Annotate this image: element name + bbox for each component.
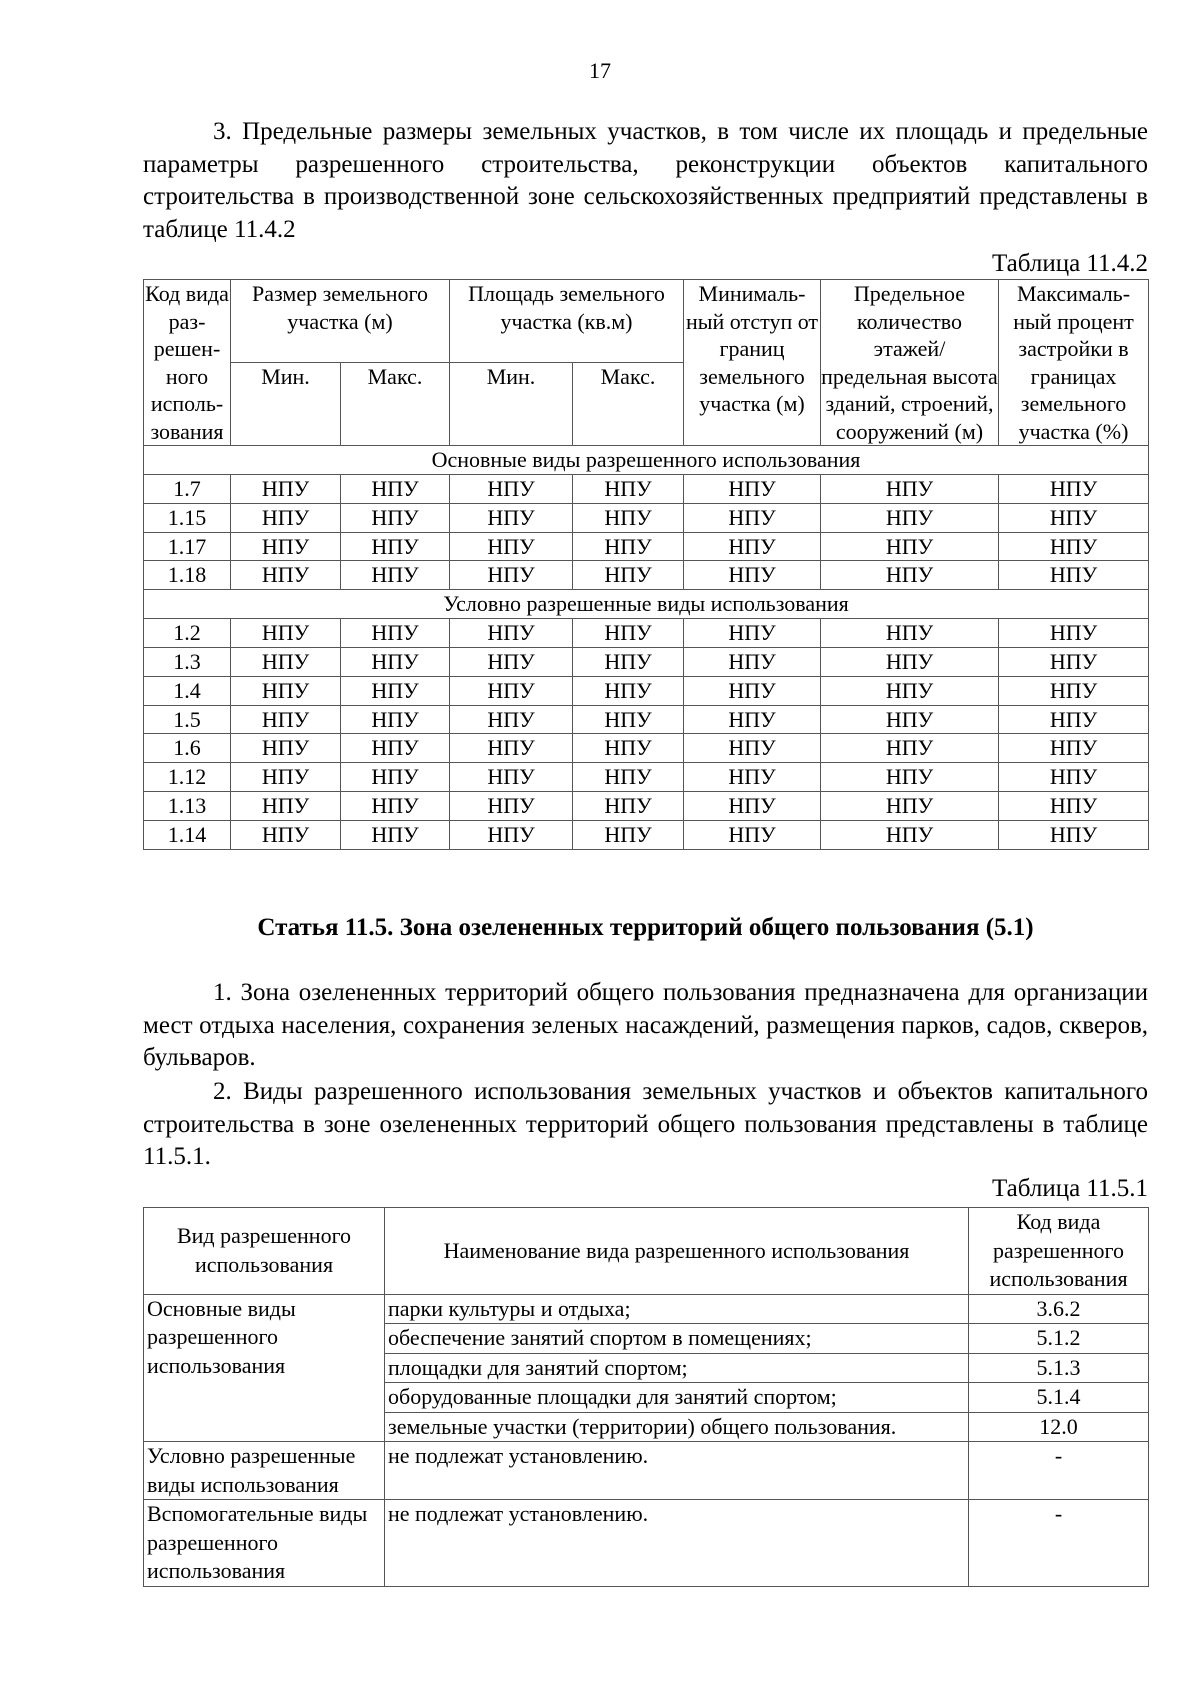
cell-area-min: НПУ xyxy=(450,647,573,676)
cell-area-min: НПУ xyxy=(450,619,573,648)
cell-size-min: НПУ xyxy=(231,475,341,504)
cell-floors: НПУ xyxy=(821,734,999,763)
cell-floors: НПУ xyxy=(821,791,999,820)
cell-percent: НПУ xyxy=(999,561,1149,590)
item-name: площадки для занятий спортом; xyxy=(385,1353,969,1383)
table-row xyxy=(144,676,1149,705)
row-code: 1.15 xyxy=(144,503,231,532)
cell-setback: НПУ xyxy=(684,647,821,676)
cell-area-max: НПУ xyxy=(573,647,684,676)
cell-area-max: НПУ xyxy=(573,475,684,504)
cell-floors: НПУ xyxy=(821,619,999,648)
header-size-max: Макс. xyxy=(341,363,450,446)
cell-area-max: НПУ xyxy=(573,561,684,590)
table-row xyxy=(144,647,1149,676)
header-setback: Минималь- ный отступ от границ земельного участка (м) xyxy=(684,280,821,446)
cell-size-min: НПУ xyxy=(231,705,341,734)
item-name: оборудованные площадки для занятий спортом; xyxy=(385,1383,969,1413)
cell-area-min: НПУ xyxy=(450,791,573,820)
cell-size-max: НПУ xyxy=(341,820,450,849)
cell-size-max: НПУ xyxy=(341,705,450,734)
table-row xyxy=(144,1294,1149,1324)
cell-percent: НПУ xyxy=(999,503,1149,532)
auxiliary-name: не подлежат установлению. xyxy=(385,1500,969,1587)
conditional-type-label: Условно разрешенные виды использования xyxy=(144,1442,385,1500)
cell-area-min: НПУ xyxy=(450,561,573,590)
table-row xyxy=(144,503,1149,532)
cell-floors: НПУ xyxy=(821,503,999,532)
cell-area-min: НПУ xyxy=(450,763,573,792)
cell-setback: НПУ xyxy=(684,532,821,561)
auxiliary-type-label: Вспомогательные виды разрешенного использования xyxy=(144,1500,385,1587)
cell-size-min: НПУ xyxy=(231,820,341,849)
table-11-4-2 xyxy=(143,279,1149,850)
header-area-min: Мин. xyxy=(450,363,573,446)
table-row xyxy=(144,820,1149,849)
cell-setback: НПУ xyxy=(684,820,821,849)
row-code: 1.13 xyxy=(144,791,231,820)
table-11-5-1-body xyxy=(144,1294,1149,1586)
item-name: земельные участки (территории) общего пользования. xyxy=(385,1412,969,1442)
cell-area-max: НПУ xyxy=(573,763,684,792)
cell-percent: НПУ xyxy=(999,734,1149,763)
cell-size-max: НПУ xyxy=(341,676,450,705)
cell-floors: НПУ xyxy=(821,705,999,734)
cell-percent: НПУ xyxy=(999,763,1149,792)
cell-setback: НПУ xyxy=(684,619,821,648)
table-11-5-1 xyxy=(143,1207,1149,1587)
cell-size-min: НПУ xyxy=(231,503,341,532)
conditional-code: - xyxy=(969,1442,1149,1500)
cell-percent: НПУ xyxy=(999,647,1149,676)
cell-area-min: НПУ xyxy=(450,734,573,763)
cell-area-min: НПУ xyxy=(450,503,573,532)
cell-area-max: НПУ xyxy=(573,734,684,763)
item-name: обеспечение занятий спортом в помещениях; xyxy=(385,1324,969,1354)
row-code: 1.18 xyxy=(144,561,231,590)
cell-size-min: НПУ xyxy=(231,791,341,820)
header-area: Площадь земельного участка (кв.м) xyxy=(450,280,684,363)
row-code: 1.4 xyxy=(144,676,231,705)
cell-setback: НПУ xyxy=(684,763,821,792)
cell-percent: НПУ xyxy=(999,619,1149,648)
cell-floors: НПУ xyxy=(821,532,999,561)
cell-area-min: НПУ xyxy=(450,705,573,734)
cell-area-max: НПУ xyxy=(573,820,684,849)
paragraph-2: 2. Виды разрешенного использования земельных участков и объектов капитального строительства в зоне озелененных территорий общего пользования представлены в таблице 11.5.1. xyxy=(143,1078,1148,1170)
table-row xyxy=(144,763,1149,792)
cell-size-min: НПУ xyxy=(231,532,341,561)
cell-size-min: НПУ xyxy=(231,763,341,792)
section-conditional-label: Условно разрешенные виды использования xyxy=(144,590,1149,619)
row-code: 1.7 xyxy=(144,475,231,504)
header-percent: Максималь- ный процент застройки в границах земельного участка (%) xyxy=(999,280,1149,446)
paragraph-3: 3. Предельные размеры земельных участков, в том числе их площадь и предельные параметры разрешенного строительства, реконструкции объектов капитального строительства в производственной зоне сельскохозяйственных предприятий представлены в таблице 11.4.2 xyxy=(143,118,1148,243)
cell-size-max: НПУ xyxy=(341,647,450,676)
row-code: 1.17 xyxy=(144,532,231,561)
cell-size-min: НПУ xyxy=(231,561,341,590)
cell-size-min: НПУ xyxy=(231,676,341,705)
conditional-name: не подлежат установлению. xyxy=(385,1442,969,1500)
item-code: 5.1.4 xyxy=(969,1383,1149,1413)
cell-area-max: НПУ xyxy=(573,705,684,734)
table-row xyxy=(144,532,1149,561)
item-code: 5.1.2 xyxy=(969,1324,1149,1354)
cell-size-max: НПУ xyxy=(341,503,450,532)
cell-floors: НПУ xyxy=(821,561,999,590)
row-code: 1.12 xyxy=(144,763,231,792)
cell-area-min: НПУ xyxy=(450,475,573,504)
cell-floors: НПУ xyxy=(821,647,999,676)
cell-size-max: НПУ xyxy=(341,619,450,648)
cell-size-max: НПУ xyxy=(341,561,450,590)
cell-area-max: НПУ xyxy=(573,791,684,820)
main-type-label: Основные виды разрешенного использования xyxy=(144,1294,385,1442)
cell-setback: НПУ xyxy=(684,503,821,532)
row-code: 1.5 xyxy=(144,705,231,734)
cell-floors: НПУ xyxy=(821,475,999,504)
cell-percent: НПУ xyxy=(999,820,1149,849)
table-row xyxy=(144,791,1149,820)
table-11-4-2-body xyxy=(144,446,1149,850)
header-code: Код вида раз- решен- ного исполь- зования xyxy=(145,281,229,444)
item-code: 12.0 xyxy=(969,1412,1149,1442)
cell-percent: НПУ xyxy=(999,791,1149,820)
table-row xyxy=(144,1500,1149,1587)
cell-floors: НПУ xyxy=(821,820,999,849)
cell-area-max: НПУ xyxy=(573,532,684,561)
header-name: Наименование вида разрешенного использования xyxy=(385,1208,969,1295)
cell-area-max: НПУ xyxy=(573,503,684,532)
cell-size-min: НПУ xyxy=(231,619,341,648)
row-code: 1.2 xyxy=(144,619,231,648)
cell-setback: НПУ xyxy=(684,475,821,504)
cell-setback: НПУ xyxy=(684,561,821,590)
cell-size-max: НПУ xyxy=(341,532,450,561)
header-size-min: Мин. xyxy=(231,363,341,446)
cell-size-min: НПУ xyxy=(231,647,341,676)
cell-area-min: НПУ xyxy=(450,532,573,561)
cell-setback: НПУ xyxy=(684,676,821,705)
cell-percent: НПУ xyxy=(999,532,1149,561)
row-code: 1.3 xyxy=(144,647,231,676)
section-row-main xyxy=(144,446,1149,475)
table-row xyxy=(144,475,1149,504)
auxiliary-code: - xyxy=(969,1500,1149,1587)
cell-area-max: НПУ xyxy=(573,676,684,705)
item-code: 5.1.3 xyxy=(969,1353,1149,1383)
cell-floors: НПУ xyxy=(821,763,999,792)
header-size: Размер земельного участка (м) xyxy=(231,280,450,363)
cell-size-max: НПУ xyxy=(341,734,450,763)
section-row-conditional xyxy=(144,590,1149,619)
cell-setback: НПУ xyxy=(684,791,821,820)
row-code: 1.6 xyxy=(144,734,231,763)
cell-area-max: НПУ xyxy=(573,619,684,648)
table-row xyxy=(144,619,1149,648)
cell-setback: НПУ xyxy=(684,705,821,734)
table-row xyxy=(144,1442,1149,1500)
cell-size-max: НПУ xyxy=(341,763,450,792)
header-code: Код вида разрешенного использования xyxy=(969,1208,1149,1295)
item-name: парки культуры и отдыха; xyxy=(385,1294,969,1324)
header-area-max: Макс. xyxy=(573,363,684,446)
page-number: 17 xyxy=(589,58,611,83)
cell-area-min: НПУ xyxy=(450,676,573,705)
cell-floors: НПУ xyxy=(821,676,999,705)
cell-size-min: НПУ xyxy=(231,734,341,763)
header-type: Вид разрешенного использования xyxy=(144,1208,385,1295)
cell-size-max: НПУ xyxy=(341,791,450,820)
table-11-4-2-caption: Таблица 11.4.2 xyxy=(992,250,1148,277)
cell-setback: НПУ xyxy=(684,734,821,763)
cell-percent: НПУ xyxy=(999,676,1149,705)
table-11-5-1-caption: Таблица 11.5.1 xyxy=(992,1175,1148,1202)
item-code: 3.6.2 xyxy=(969,1294,1149,1324)
table-row xyxy=(144,734,1149,763)
cell-percent: НПУ xyxy=(999,475,1149,504)
cell-percent: НПУ xyxy=(999,705,1149,734)
article-heading: Статья 11.5. Зона озелененных территорий общего пользования (5.1) xyxy=(257,914,1034,941)
cell-area-min: НПУ xyxy=(450,820,573,849)
cell-size-max: НПУ xyxy=(341,475,450,504)
table-row xyxy=(144,561,1149,590)
section-main-label: Основные виды разрешенного использования xyxy=(144,446,1149,475)
table-row xyxy=(144,705,1149,734)
row-code: 1.14 xyxy=(144,820,231,849)
paragraph-1: 1. Зона озелененных территорий общего пользования предназначена для организации мест отдыха населения, сохранения зеленых насаждений, размещения парков, садов, скверов, бульваров. xyxy=(143,979,1148,1071)
header-floors: Предельное количество этажей/ предельная высота зданий, строений, сооружений (м) xyxy=(821,281,998,444)
